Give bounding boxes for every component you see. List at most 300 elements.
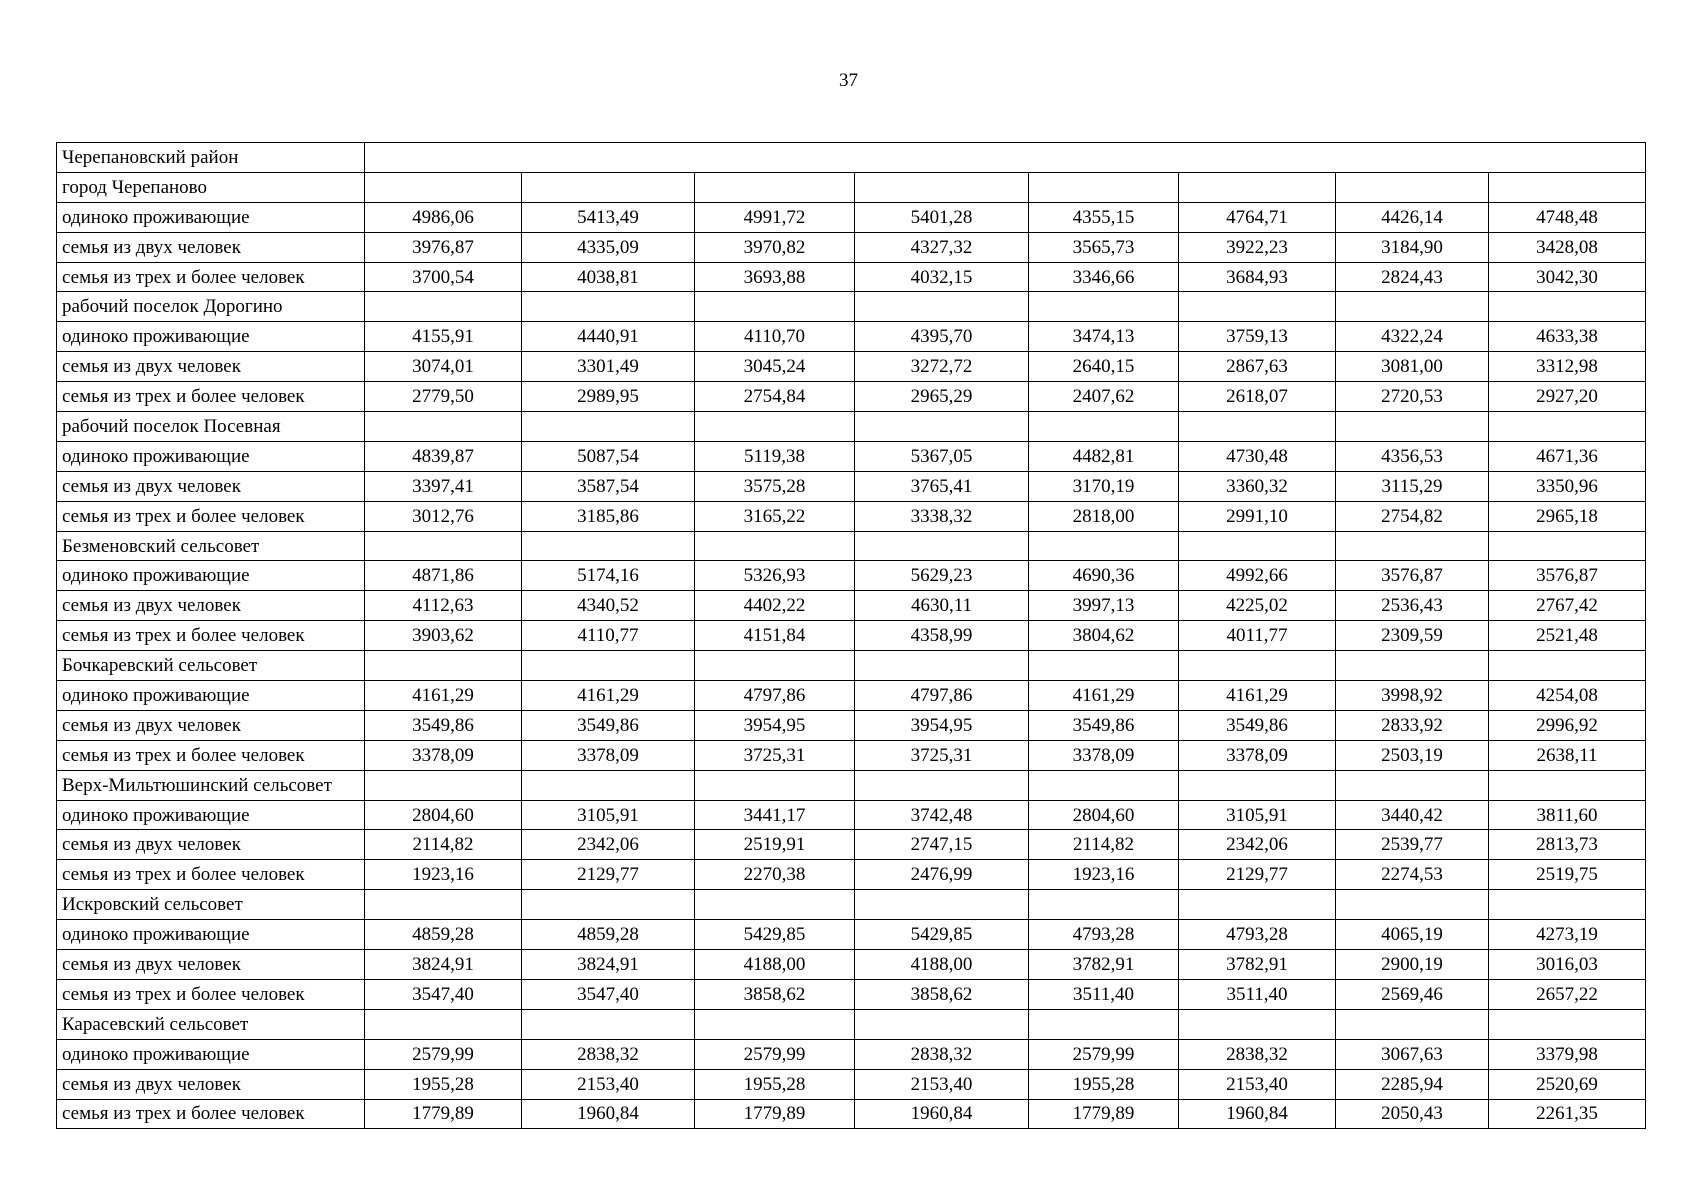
- value-cell: 3782,91: [1179, 950, 1336, 980]
- value-cell: 3012,76: [365, 501, 522, 531]
- value-cell: 4797,86: [855, 681, 1029, 711]
- value-cell: 3105,91: [1179, 800, 1336, 830]
- empty-cell: [695, 890, 855, 920]
- table-row: [57, 800, 1646, 830]
- value-cell: 2050,43: [1336, 1099, 1489, 1129]
- value-cell: 4355,15: [1029, 202, 1179, 232]
- section-title: рабочий поселок Посевная: [57, 412, 365, 442]
- value-cell: 4155,91: [365, 322, 522, 352]
- value-cell: 2833,92: [1336, 710, 1489, 740]
- value-cell: 2579,99: [365, 1039, 522, 1069]
- table-row: [57, 860, 1646, 890]
- value-cell: 3998,92: [1336, 681, 1489, 711]
- district-row: [57, 143, 1646, 173]
- value-cell: 2309,59: [1336, 621, 1489, 651]
- empty-cell: [1489, 531, 1646, 561]
- value-cell: 5174,16: [522, 561, 695, 591]
- value-cell: 3165,22: [695, 501, 855, 531]
- row-label: семья из трех и более человек: [57, 979, 365, 1009]
- value-cell: 2261,35: [1489, 1099, 1646, 1129]
- value-cell: 4748,48: [1489, 202, 1646, 232]
- value-cell: 2838,32: [522, 1039, 695, 1069]
- value-cell: 3350,96: [1489, 471, 1646, 501]
- value-cell: 3549,86: [1179, 710, 1336, 740]
- row-label: одиноко проживающие: [57, 561, 365, 591]
- value-cell: 2989,95: [522, 382, 695, 412]
- row-label: семья из трех и более человек: [57, 860, 365, 890]
- value-cell: 4859,28: [365, 920, 522, 950]
- value-cell: 3547,40: [522, 979, 695, 1009]
- value-cell: 2767,42: [1489, 591, 1646, 621]
- value-cell: 3587,54: [522, 471, 695, 501]
- value-cell: 3976,87: [365, 232, 522, 262]
- value-cell: 3338,32: [855, 501, 1029, 531]
- table-body: [57, 143, 1646, 1129]
- value-cell: 3067,63: [1336, 1039, 1489, 1069]
- empty-cell: [1179, 172, 1336, 202]
- value-cell: 3378,09: [365, 740, 522, 770]
- row-label: одиноко проживающие: [57, 322, 365, 352]
- value-cell: 4110,77: [522, 621, 695, 651]
- table-row: [57, 352, 1646, 382]
- value-cell: 2867,63: [1179, 352, 1336, 382]
- value-cell: 4440,91: [522, 322, 695, 352]
- empty-cell: [1336, 1009, 1489, 1039]
- row-label: семья из двух человек: [57, 591, 365, 621]
- table-row: [57, 950, 1646, 980]
- empty-cell: [855, 412, 1029, 442]
- value-cell: 2521,48: [1489, 621, 1646, 651]
- value-cell: 2520,69: [1489, 1069, 1646, 1099]
- value-cell: 2754,84: [695, 382, 855, 412]
- value-cell: 4986,06: [365, 202, 522, 232]
- value-cell: 3428,08: [1489, 232, 1646, 262]
- row-label: семья из двух человек: [57, 710, 365, 740]
- value-cell: 3272,72: [855, 352, 1029, 382]
- value-cell: 4151,84: [695, 621, 855, 651]
- value-cell: 3858,62: [695, 979, 855, 1009]
- empty-cell: [695, 770, 855, 800]
- value-cell: 4730,48: [1179, 441, 1336, 471]
- section-header-row: [57, 412, 1646, 442]
- table-row: [57, 262, 1646, 292]
- table-row: [57, 441, 1646, 471]
- row-label: семья из трех и более человек: [57, 621, 365, 651]
- section-title: Верх-Мильтюшинский сельсовет: [57, 770, 365, 800]
- value-cell: 3954,95: [855, 710, 1029, 740]
- empty-cell: [522, 292, 695, 322]
- empty-cell: [522, 651, 695, 681]
- value-cell: 4225,02: [1179, 591, 1336, 621]
- empty-cell: [1489, 172, 1646, 202]
- value-cell: 3378,09: [522, 740, 695, 770]
- value-cell: 3725,31: [855, 740, 1029, 770]
- value-cell: 2638,11: [1489, 740, 1646, 770]
- value-cell: 5367,05: [855, 441, 1029, 471]
- empty-cell: [522, 1009, 695, 1039]
- value-cell: 3565,73: [1029, 232, 1179, 262]
- table-row: [57, 501, 1646, 531]
- value-cell: 3081,00: [1336, 352, 1489, 382]
- value-cell: 2407,62: [1029, 382, 1179, 412]
- value-cell: 2900,19: [1336, 950, 1489, 980]
- empty-cell: [1179, 890, 1336, 920]
- value-cell: 3742,48: [855, 800, 1029, 830]
- section-title: Безменовский сельсовет: [57, 531, 365, 561]
- value-cell: 2503,19: [1336, 740, 1489, 770]
- value-cell: 3312,98: [1489, 352, 1646, 382]
- value-cell: 4690,36: [1029, 561, 1179, 591]
- empty-cell: [1489, 412, 1646, 442]
- value-cell: 3301,49: [522, 352, 695, 382]
- row-label: семья из двух человек: [57, 232, 365, 262]
- value-cell: 1960,84: [855, 1099, 1029, 1129]
- empty-cell: [522, 531, 695, 561]
- value-cell: 3547,40: [365, 979, 522, 1009]
- value-cell: 5326,93: [695, 561, 855, 591]
- value-cell: 3074,01: [365, 352, 522, 382]
- value-cell: 3782,91: [1029, 950, 1179, 980]
- value-cell: 4482,81: [1029, 441, 1179, 471]
- value-cell: 4188,00: [855, 950, 1029, 980]
- row-label: одиноко проживающие: [57, 202, 365, 232]
- value-cell: 4335,09: [522, 232, 695, 262]
- value-cell: 3576,87: [1336, 561, 1489, 591]
- value-cell: 3360,32: [1179, 471, 1336, 501]
- table-row: [57, 979, 1646, 1009]
- row-label: одиноко проживающие: [57, 441, 365, 471]
- value-cell: 3576,87: [1489, 561, 1646, 591]
- section-title: город Черепаново: [57, 172, 365, 202]
- section-header-row: [57, 651, 1646, 681]
- value-cell: 4161,29: [365, 681, 522, 711]
- row-label: семья из двух человек: [57, 830, 365, 860]
- value-cell: 4859,28: [522, 920, 695, 950]
- value-cell: 3474,13: [1029, 322, 1179, 352]
- table-row: [57, 681, 1646, 711]
- value-cell: 4395,70: [855, 322, 1029, 352]
- value-cell: 4032,15: [855, 262, 1029, 292]
- value-cell: 5413,49: [522, 202, 695, 232]
- value-cell: 3759,13: [1179, 322, 1336, 352]
- table-row: [57, 920, 1646, 950]
- row-label: семья из трех и более человек: [57, 740, 365, 770]
- empty-cell: [695, 1009, 855, 1039]
- empty-cell: [1029, 651, 1179, 681]
- table-row: [57, 232, 1646, 262]
- value-cell: 2720,53: [1336, 382, 1489, 412]
- empty-cell: [365, 172, 522, 202]
- empty-cell: [1029, 172, 1179, 202]
- value-cell: 2569,46: [1336, 979, 1489, 1009]
- row-label: одиноко проживающие: [57, 1039, 365, 1069]
- value-cell: 3378,09: [1179, 740, 1336, 770]
- value-cell: 2754,82: [1336, 501, 1489, 531]
- value-cell: 2838,32: [1179, 1039, 1336, 1069]
- value-cell: 5401,28: [855, 202, 1029, 232]
- value-cell: 5087,54: [522, 441, 695, 471]
- table-row: [57, 382, 1646, 412]
- value-cell: 3397,41: [365, 471, 522, 501]
- value-cell: 2747,15: [855, 830, 1029, 860]
- value-cell: 4273,19: [1489, 920, 1646, 950]
- value-cell: 4112,63: [365, 591, 522, 621]
- row-label: семья из двух человек: [57, 352, 365, 382]
- value-cell: 2270,38: [695, 860, 855, 890]
- empty-cell: [855, 770, 1029, 800]
- value-cell: 2618,07: [1179, 382, 1336, 412]
- value-cell: 5119,38: [695, 441, 855, 471]
- value-cell: 4797,86: [695, 681, 855, 711]
- empty-cell: [365, 770, 522, 800]
- empty-cell: [365, 292, 522, 322]
- value-cell: 1779,89: [695, 1099, 855, 1129]
- empty-cell: [855, 651, 1029, 681]
- value-cell: 1923,16: [1029, 860, 1179, 890]
- empty-cell: [855, 1009, 1029, 1039]
- value-cell: 3903,62: [365, 621, 522, 651]
- empty-cell: [365, 890, 522, 920]
- value-cell: 2536,43: [1336, 591, 1489, 621]
- value-cell: 2779,50: [365, 382, 522, 412]
- value-cell: 2519,75: [1489, 860, 1646, 890]
- value-cell: 4356,53: [1336, 441, 1489, 471]
- section-title: Карасевский сельсовет: [57, 1009, 365, 1039]
- value-cell: 2579,99: [1029, 1039, 1179, 1069]
- value-cell: 4110,70: [695, 322, 855, 352]
- value-cell: 3346,66: [1029, 262, 1179, 292]
- value-cell: 3170,19: [1029, 471, 1179, 501]
- row-label: семья из трех и более человек: [57, 382, 365, 412]
- section-header-row: [57, 890, 1646, 920]
- empty-cell: [1179, 1009, 1336, 1039]
- section-title: Бочкаревский сельсовет: [57, 651, 365, 681]
- data-table-container: [56, 142, 1646, 1129]
- section-header-row: [57, 1009, 1646, 1039]
- empty-cell: [1489, 651, 1646, 681]
- value-cell: 2476,99: [855, 860, 1029, 890]
- value-cell: 2927,20: [1489, 382, 1646, 412]
- empty-cell: [1489, 292, 1646, 322]
- value-cell: 2153,40: [1179, 1069, 1336, 1099]
- section-header-row: [57, 292, 1646, 322]
- value-cell: 3115,29: [1336, 471, 1489, 501]
- value-cell: 4871,86: [365, 561, 522, 591]
- value-cell: 3016,03: [1489, 950, 1646, 980]
- value-cell: 3684,93: [1179, 262, 1336, 292]
- table-row: [57, 830, 1646, 860]
- empty-cell: [1336, 651, 1489, 681]
- empty-cell: [365, 651, 522, 681]
- value-cell: 3105,91: [522, 800, 695, 830]
- value-cell: 4322,24: [1336, 322, 1489, 352]
- empty-cell: [1489, 1009, 1646, 1039]
- value-cell: 5429,85: [855, 920, 1029, 950]
- empty-cell: [1336, 172, 1489, 202]
- value-cell: 3970,82: [695, 232, 855, 262]
- value-cell: 2640,15: [1029, 352, 1179, 382]
- value-cell: 2274,53: [1336, 860, 1489, 890]
- value-cell: 4161,29: [1029, 681, 1179, 711]
- value-cell: 4161,29: [1179, 681, 1336, 711]
- page-number: 37: [839, 70, 858, 91]
- table-row: [57, 1069, 1646, 1099]
- empty-cell: [695, 172, 855, 202]
- value-cell: 3549,86: [522, 710, 695, 740]
- section-title: рабочий поселок Дорогино: [57, 292, 365, 322]
- value-cell: 2285,94: [1336, 1069, 1489, 1099]
- district-row-empty-cell: [365, 143, 1646, 173]
- table-row: [57, 322, 1646, 352]
- value-cell: 2804,60: [365, 800, 522, 830]
- value-cell: 3922,23: [1179, 232, 1336, 262]
- value-cell: 4254,08: [1489, 681, 1646, 711]
- value-cell: 1955,28: [1029, 1069, 1179, 1099]
- value-cell: 4793,28: [1179, 920, 1336, 950]
- row-label: семья из двух человек: [57, 950, 365, 980]
- empty-cell: [1336, 292, 1489, 322]
- value-cell: 4358,99: [855, 621, 1029, 651]
- empty-cell: [1179, 412, 1336, 442]
- empty-cell: [1029, 770, 1179, 800]
- value-cell: 3824,91: [365, 950, 522, 980]
- empty-cell: [1336, 770, 1489, 800]
- value-cell: 2579,99: [695, 1039, 855, 1069]
- row-label: семья из двух человек: [57, 471, 365, 501]
- table-row: [57, 710, 1646, 740]
- table-row: [57, 561, 1646, 591]
- value-cell: 3045,24: [695, 352, 855, 382]
- empty-cell: [1489, 890, 1646, 920]
- value-cell: 2996,92: [1489, 710, 1646, 740]
- value-cell: 1955,28: [695, 1069, 855, 1099]
- value-cell: 2153,40: [855, 1069, 1029, 1099]
- section-header-row: [57, 770, 1646, 800]
- empty-cell: [855, 890, 1029, 920]
- value-cell: 4327,32: [855, 232, 1029, 262]
- row-label: семья из трех и более человек: [57, 501, 365, 531]
- empty-cell: [365, 412, 522, 442]
- value-cell: 2519,91: [695, 830, 855, 860]
- row-label: одиноко проживающие: [57, 920, 365, 950]
- table-row: [57, 621, 1646, 651]
- value-cell: 2813,73: [1489, 830, 1646, 860]
- row-label: семья из двух человек: [57, 1069, 365, 1099]
- empty-cell: [1179, 770, 1336, 800]
- empty-cell: [1029, 531, 1179, 561]
- value-cell: 2342,06: [1179, 830, 1336, 860]
- value-cell: 2965,29: [855, 382, 1029, 412]
- data-table: [56, 142, 1646, 1129]
- value-cell: 3441,17: [695, 800, 855, 830]
- value-cell: 1779,89: [1029, 1099, 1179, 1129]
- value-cell: 2539,77: [1336, 830, 1489, 860]
- row-label: одиноко проживающие: [57, 800, 365, 830]
- value-cell: 3184,90: [1336, 232, 1489, 262]
- value-cell: 2129,77: [1179, 860, 1336, 890]
- value-cell: 3765,41: [855, 471, 1029, 501]
- value-cell: 4426,14: [1336, 202, 1489, 232]
- value-cell: 3858,62: [855, 979, 1029, 1009]
- value-cell: 1960,84: [1179, 1099, 1336, 1129]
- value-cell: 3811,60: [1489, 800, 1646, 830]
- value-cell: 3700,54: [365, 262, 522, 292]
- value-cell: 2129,77: [522, 860, 695, 890]
- empty-cell: [1029, 292, 1179, 322]
- empty-cell: [365, 1009, 522, 1039]
- value-cell: 4340,52: [522, 591, 695, 621]
- value-cell: 3693,88: [695, 262, 855, 292]
- value-cell: 3440,42: [1336, 800, 1489, 830]
- value-cell: 4839,87: [365, 441, 522, 471]
- table-row: [57, 740, 1646, 770]
- value-cell: 4764,71: [1179, 202, 1336, 232]
- value-cell: 2804,60: [1029, 800, 1179, 830]
- value-cell: 3549,86: [365, 710, 522, 740]
- value-cell: 1960,84: [522, 1099, 695, 1129]
- value-cell: 3379,98: [1489, 1039, 1646, 1069]
- value-cell: 4161,29: [522, 681, 695, 711]
- value-cell: 3549,86: [1029, 710, 1179, 740]
- section-header-row: [57, 531, 1646, 561]
- empty-cell: [855, 292, 1029, 322]
- value-cell: 3804,62: [1029, 621, 1179, 651]
- section-header-row: [57, 172, 1646, 202]
- row-label: семья из трех и более человек: [57, 262, 365, 292]
- value-cell: 1955,28: [365, 1069, 522, 1099]
- empty-cell: [365, 531, 522, 561]
- value-cell: 5629,23: [855, 561, 1029, 591]
- empty-cell: [855, 172, 1029, 202]
- value-cell: 2965,18: [1489, 501, 1646, 531]
- table-row: [57, 591, 1646, 621]
- value-cell: 3511,40: [1029, 979, 1179, 1009]
- value-cell: 5429,85: [695, 920, 855, 950]
- value-cell: 1779,89: [365, 1099, 522, 1129]
- empty-cell: [1179, 292, 1336, 322]
- empty-cell: [1336, 890, 1489, 920]
- value-cell: 2153,40: [522, 1069, 695, 1099]
- row-label: одиноко проживающие: [57, 681, 365, 711]
- district-title: Черепановский район: [57, 143, 365, 173]
- table-row: [57, 202, 1646, 232]
- empty-cell: [695, 651, 855, 681]
- value-cell: 4793,28: [1029, 920, 1179, 950]
- value-cell: 3185,86: [522, 501, 695, 531]
- value-cell: 3378,09: [1029, 740, 1179, 770]
- value-cell: 2657,22: [1489, 979, 1646, 1009]
- value-cell: 2114,82: [1029, 830, 1179, 860]
- empty-cell: [695, 412, 855, 442]
- empty-cell: [1489, 770, 1646, 800]
- row-label: семья из трех и более человек: [57, 1099, 365, 1129]
- value-cell: 2824,43: [1336, 262, 1489, 292]
- value-cell: 4992,66: [1179, 561, 1336, 591]
- value-cell: 4671,36: [1489, 441, 1646, 471]
- value-cell: 3997,13: [1029, 591, 1179, 621]
- section-title: Искровский сельсовет: [57, 890, 365, 920]
- value-cell: 3042,30: [1489, 262, 1646, 292]
- value-cell: 2838,32: [855, 1039, 1029, 1069]
- value-cell: 4038,81: [522, 262, 695, 292]
- empty-cell: [1029, 412, 1179, 442]
- value-cell: 4633,38: [1489, 322, 1646, 352]
- value-cell: 2991,10: [1179, 501, 1336, 531]
- empty-cell: [695, 531, 855, 561]
- table-row: [57, 471, 1646, 501]
- value-cell: 4065,19: [1336, 920, 1489, 950]
- value-cell: 3511,40: [1179, 979, 1336, 1009]
